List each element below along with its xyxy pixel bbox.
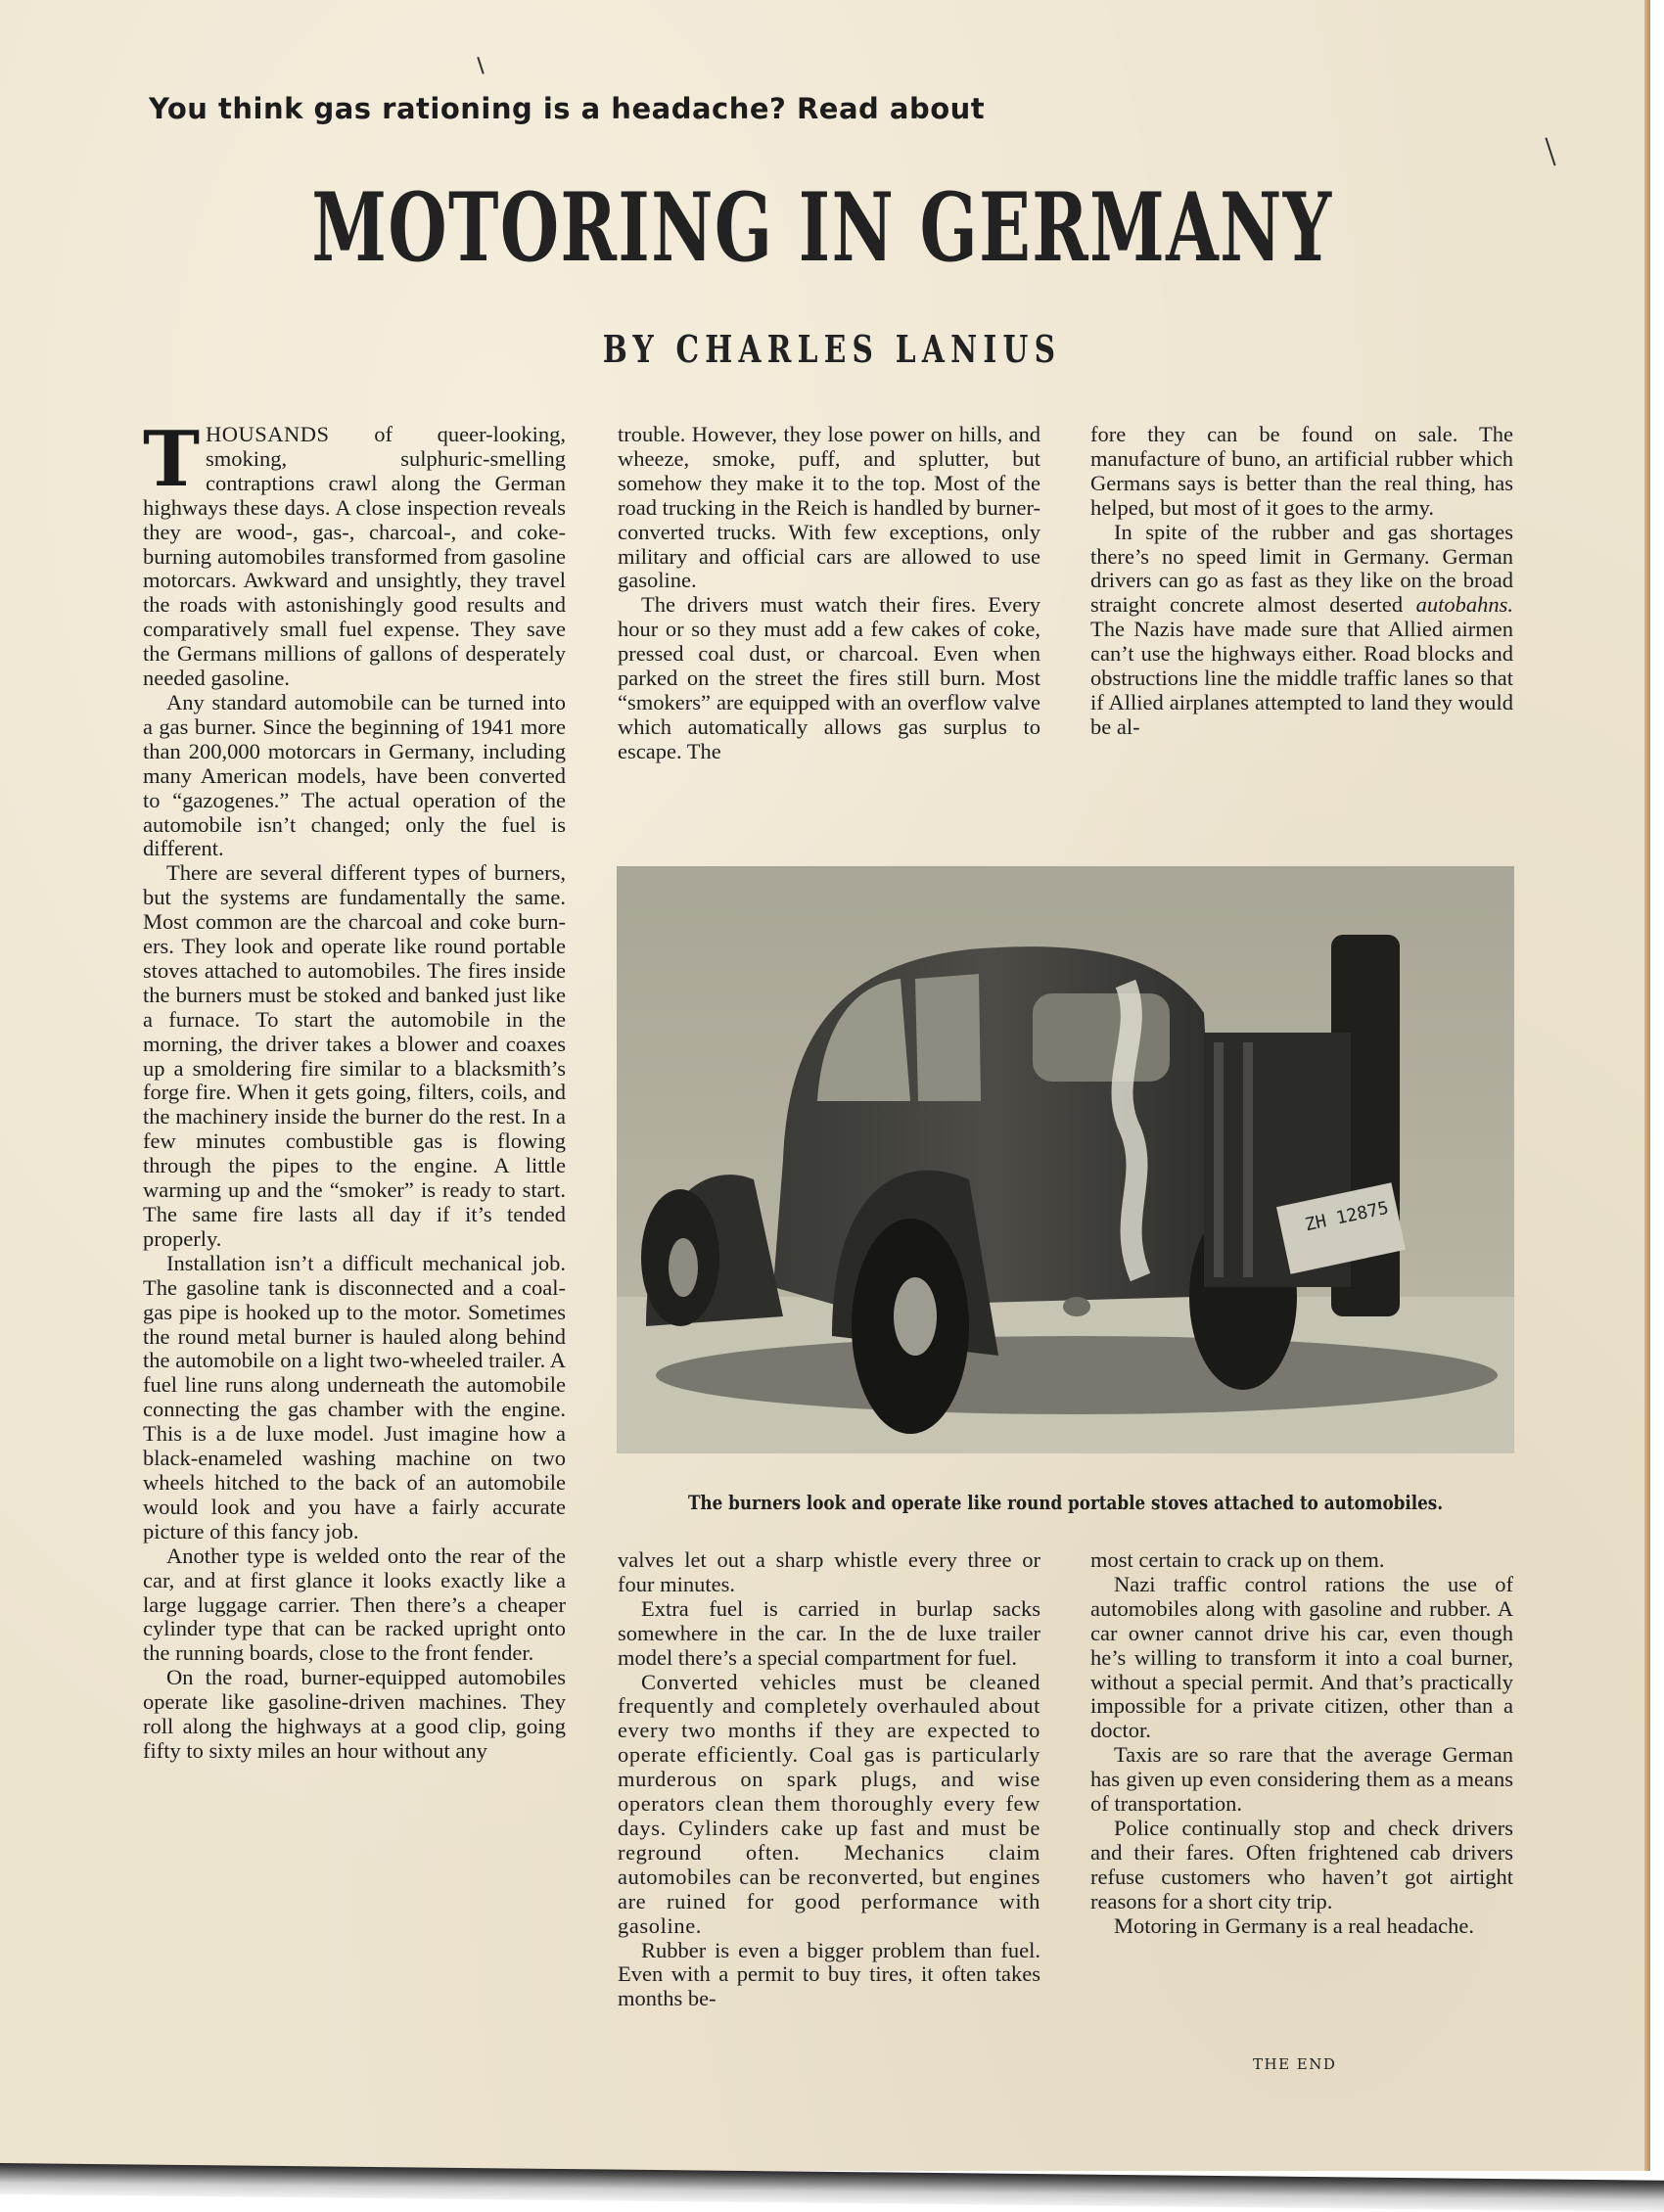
article-column-2-bottom <box>618 1548 1040 2011</box>
scan-speck <box>1545 138 1555 166</box>
paragraph: Any standard automobile can be turned into a gas burner. Since the beginning of 1941 more than 200,000 motorcars in Germany, including many American models, have been converted to “gazogenes.” The actual operation of the automobile isn’t changed; only the fuel is different. <box>143 689 566 861</box>
end-mark: THE END <box>1253 2055 1337 2073</box>
photo-caption: The burners look and operate like round portable stoves attached to automobiles. <box>687 1492 1444 1514</box>
paragraph: Converted vehicles must be cleaned frequently and completely overhauled about every two months if they are expected to operate efficiently. Coal gas is particularly murderous on spark plugs, and wise operators clean them thoroughly every few days. Cylinders cake up fast and must be reground often. Mechanics claim automobiles can be reconverted, but engines are ruined for good performance with gasoline. <box>618 1669 1040 1938</box>
scan-speck <box>477 57 484 74</box>
article-column-2-top <box>618 423 1040 764</box>
paragraph: Police continually stop and check drivers and their fares. Often frightened cab drivers refuse customers who haven’t got airtight reasons for a short city trip. <box>1090 1815 1513 1913</box>
paragraph: Rubber is even a bigger problem than fuel. Even with a permit to buy tires, it often takes months be- <box>618 1937 1040 2011</box>
paragraph: On the road, burner-equipped automobiles operate like gasoline-driven machines. They roll along the highways at a good clip, going fifty to sixty miles an hour without any <box>143 1665 566 1763</box>
paragraph: trouble. However, they lose power on hills, and wheeze, smoke, puff, and splutter, but somehow they make it to the top. Most of the road trucking in the Reich is handled by burner-converted trucks. With few exceptions, only military and official cars are allowed to use gasoline. <box>618 422 1040 593</box>
paragraph: Extra fuel is carried in burlap sacks somewhere in the car. In the de luxe trailer model there’s a special compartment for fuel. <box>618 1595 1040 1670</box>
paragraph: Installation isn’t a difficult mechanical job. The gasoline tank is disconnected and a coal-gas pipe is hooked up to the motor. Sometimes the round metal burner is hauled along behind the automobile on a light two-wheeled trailer. A fuel line runs along underneath the automobile connecting the gas chamber with the engine. This is a de luxe model. Just imagine how a black-enameled washing machine on two wheels hitched to the back of an automobile would look and you have a fairly accurate picture of this fancy job. <box>143 1250 566 1544</box>
drop-cap: T <box>143 415 201 504</box>
article-title: MOTORING IN GERMANY <box>311 172 1333 283</box>
paragraph: most certain to crack up on them. <box>1090 1547 1385 1572</box>
paragraph: valves let out a sharp whistle every three or four minutes. <box>618 1547 1040 1596</box>
article-column-1 <box>143 415 566 1764</box>
paragraph: Another type is welded onto the rear of the car, and at first glance it looks exactly like a large luggage carrier. Then there’s a cheaper cylinder type that can be racked upright onto the running boards, close to the front fender. <box>143 1543 566 1666</box>
article-photo-car-with-burner <box>617 866 1514 1453</box>
italic-term: autobahns. <box>1415 592 1513 618</box>
article-kicker: You think gas rationing is a headache? Read about <box>149 92 986 125</box>
page-edge <box>1644 0 1650 2171</box>
paragraph: Nazi traffic control rations the use of automobiles along with gasoline and rubber. A car owner cannot drive his car, even though he’s willing to transform it into a coal burner, without a special permit. And that’s practically impossible for a private citizen, other than a doctor. <box>1090 1571 1513 1743</box>
lead-caps: HOUSANDS <box>206 422 330 446</box>
article-column-3-bottom <box>1090 1548 1513 1939</box>
car-illustration <box>617 866 1514 1453</box>
paragraph: Motoring in Germany is a real headache. <box>1114 1912 1474 1938</box>
article-column-3-top <box>1090 423 1513 740</box>
paragraph: Taxis are so rare that the average German has given up even considering them as a means of transportation. <box>1090 1742 1513 1817</box>
license-plate-text: ZH 12875 <box>1303 1197 1391 1236</box>
paragraph: The drivers must watch their fires. Every hour or so they must add a few cakes of coke, pressed coal dust, or charcoal. Even when parked on the street the fires still burn. Most “smokers” are equipped with an overflow valve which automatically allows gas surplus to escape. The <box>618 592 1040 763</box>
article-byline: BY CHARLES LANIUS <box>602 327 1062 371</box>
paragraph: fore they can be found on sale. The manufacture of buno, an artificial rubber which Germans says is better than the real thing, has helped, but most of it goes to the army. <box>1090 422 1513 520</box>
paragraph: THOUSANDS of queer-looking, smoking, sulphuric-smelling contraptions crawl along the German highways these days. A close inspection reveals they are wood-, gas-, charcoal-, and coke-burning automobiles transformed from gasoline motorcars. Awkward and unsightly, they travel the roads with astonishingly good results and comparatively small fuel expense. They save the Germans millions of gallons of desperately needed gasoline. <box>143 415 566 691</box>
paragraph: In spite of the rubber and gas shortages there’s no speed limit in Germany. German drivers can go as fast as they like on the broad straight concrete almost deserted autobahns. The Nazis have made sure that Allied airmen can’t use the highways either. Road blocks and obstructions line the middle traffic lanes so that if Allied airplanes attempted to land they would be al- <box>1090 519 1513 739</box>
paragraph: There are several different types of burners, but the systems are fundamentally the same. Most common are the charcoal and coke burners. They look and operate like round portable stoves attached to automobiles. The fires inside the burners must be stoked and banked just like a furnace. To start the automobile in the morning, the driver takes a blower and coaxes up a smoldering fire similar to a blacksmith’s forge fire. When it gets going, filters, coils, and the machinery inside the burner do the rest. In a few minutes combustible gas is flowing through the pipes to the engine. A little warming up and the “smoker” is ready to start. The same fire lasts all day if it’s tended properly. <box>143 860 566 1251</box>
